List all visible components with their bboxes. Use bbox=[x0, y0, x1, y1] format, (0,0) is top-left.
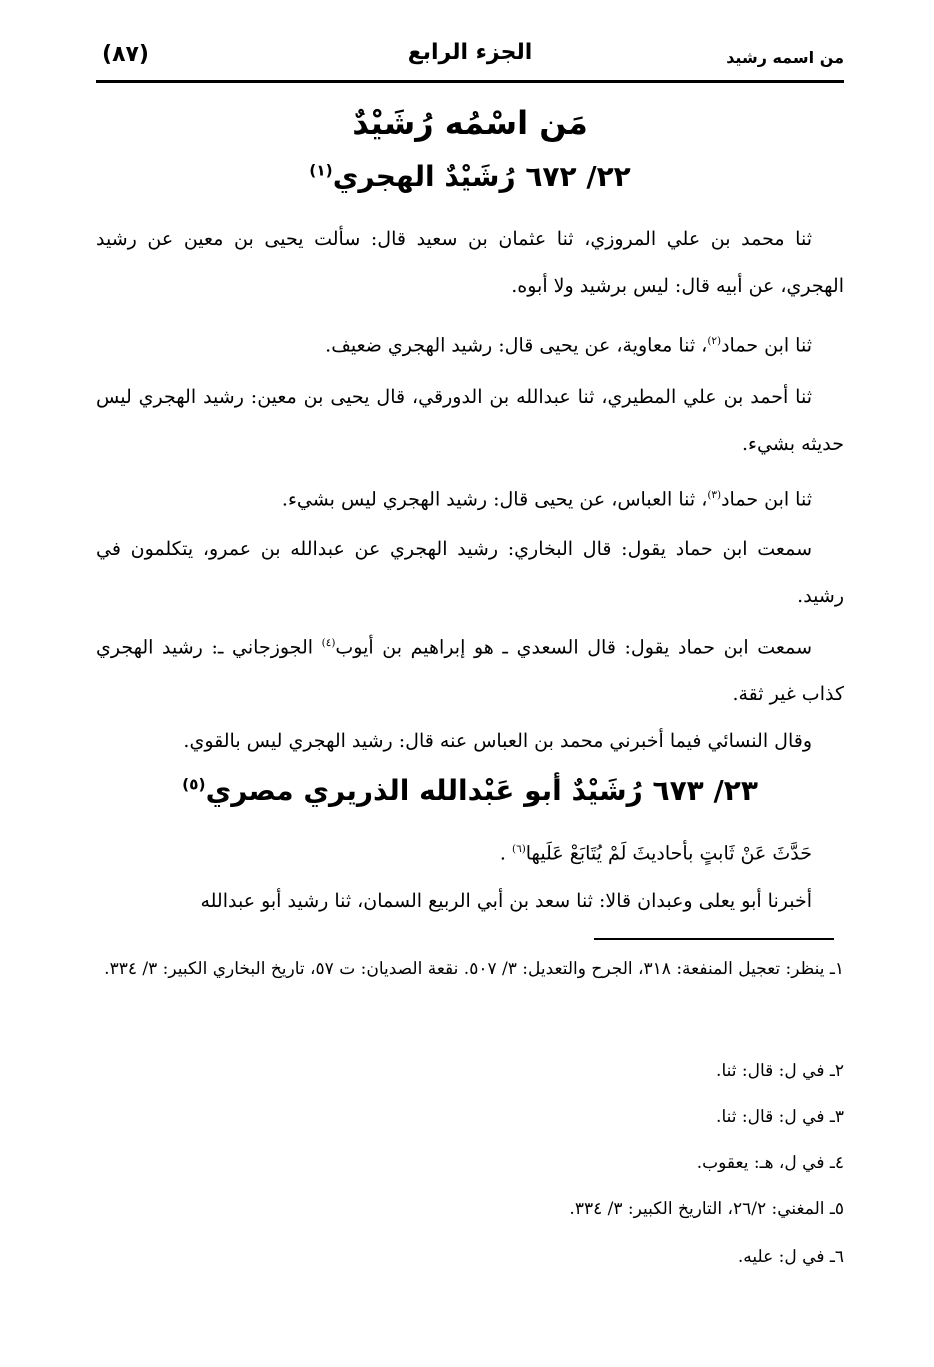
section-title: مَن اسْمُه رُشَيْدٌ bbox=[352, 104, 588, 142]
page-number: (٨٧) bbox=[102, 42, 149, 67]
page-header bbox=[96, 38, 844, 83]
paragraph bbox=[96, 472, 844, 523]
paragraph bbox=[96, 718, 844, 765]
footnote-ref: (٢) bbox=[707, 335, 722, 347]
paragraph bbox=[96, 318, 844, 369]
footnote: ٢ـ في ل: قال: ثنا. bbox=[716, 1061, 844, 1081]
paragraph-text: ثنا أحمد بن علي المطيري، ثنا عبدالله بن الدورقي، قال يحيى بن معين: رشيد الهجري ليس حديثه بشيء. bbox=[96, 386, 844, 455]
chapter-title: من اسمه رشيد bbox=[726, 48, 844, 67]
entry-heading-text: ٢٣/ ٦٧٣ رُشَيْدٌ أبو عَبْدالله الذريري مصري bbox=[205, 774, 758, 807]
footnote: ٥ـ المغني: ٢٦/٢، التاريخ الكبير: ٣/ ٣٣٤. bbox=[569, 1199, 844, 1219]
paragraph bbox=[96, 878, 844, 925]
footnote-ref: (١) bbox=[309, 161, 333, 180]
paragraph-text: حَدَّثَ عَنْ ثَابتٍ بأحاديثَ لَمْ يُتَابَعْ عَلَيها bbox=[525, 842, 812, 865]
entry-heading-text: ٢٢/ ٦٧٢ رُشَيْدٌ الهجري bbox=[332, 160, 631, 193]
footnote: ٣ـ في ل: قال: ثنا. bbox=[716, 1107, 844, 1127]
entry-heading-673 bbox=[96, 774, 844, 807]
paragraph bbox=[96, 374, 844, 468]
paragraph-text: سمعت ابن حماد يقول: قال البخاري: رشيد الهجري عن عبدالله بن عمرو، يتكلمون في رشيد. bbox=[96, 538, 844, 607]
footnote-ref: (٦) bbox=[512, 843, 526, 855]
footnote: ١ـ ينظر: تعجيل المنفعة: ٣١٨، الجرح والتعديل: ٣/ ٥٠٧. نقعة الصديان: ت ٥٧، تاريخ البخاري الكبير: ٣/ ٣٣٤. bbox=[104, 959, 844, 979]
entry-heading-672 bbox=[96, 160, 844, 193]
paragraph-text: أخبرنا أبو يعلى وعبدان قالا: ثنا سعد بن أبي الربيع السمان، ثنا رشيد أبو عبدالله bbox=[200, 890, 812, 912]
paragraph-text: ، ثنا معاوية، عن يحيى قال: رشيد الهجري ضعيف. bbox=[325, 334, 708, 357]
footnote-ref: (٤) bbox=[321, 637, 336, 649]
paragraph-text: سمعت ابن حماد يقول: قال السعدي ـ هو إبراهيم بن أيوب bbox=[335, 636, 812, 659]
footnote-divider bbox=[594, 938, 834, 940]
paragraph bbox=[96, 826, 844, 877]
paragraph-text: الجوزجاني ـ: رشيد الهجري كذاب غير ثقة. bbox=[96, 636, 844, 706]
part-title: الجزء الرابع bbox=[407, 40, 533, 65]
footnote: ٤ـ في ل، هـ: يعقوب. bbox=[696, 1153, 844, 1173]
paragraph bbox=[96, 216, 844, 310]
paragraph-text: وقال النسائي فيما أخبرني محمد بن العباس عنه قال: رشيد الهجري ليس بالقوي. bbox=[183, 730, 812, 752]
footnote: ٦ـ في ل: عليه. bbox=[737, 1247, 844, 1267]
paragraph-text: ثنا ابن حماد bbox=[721, 488, 812, 511]
paragraph-text: ثنا محمد بن علي المروزي، ثنا عثمان بن سعيد قال: سألت يحيى بن معين عن رشيد الهجري، عن أبيه قال: ليس برشيد ولا أبوه. bbox=[96, 228, 844, 297]
paragraph-text: . bbox=[499, 842, 512, 865]
footnote-ref: (٥) bbox=[182, 775, 206, 794]
paragraph-text: ، ثنا العباس، عن يحيى قال: رشيد الهجري ليس بشيء. bbox=[281, 488, 708, 511]
footnote-ref: (٣) bbox=[707, 489, 722, 501]
paragraph-text: ثنا ابن حماد bbox=[721, 334, 812, 357]
paragraph bbox=[96, 620, 844, 718]
paragraph bbox=[96, 526, 844, 620]
